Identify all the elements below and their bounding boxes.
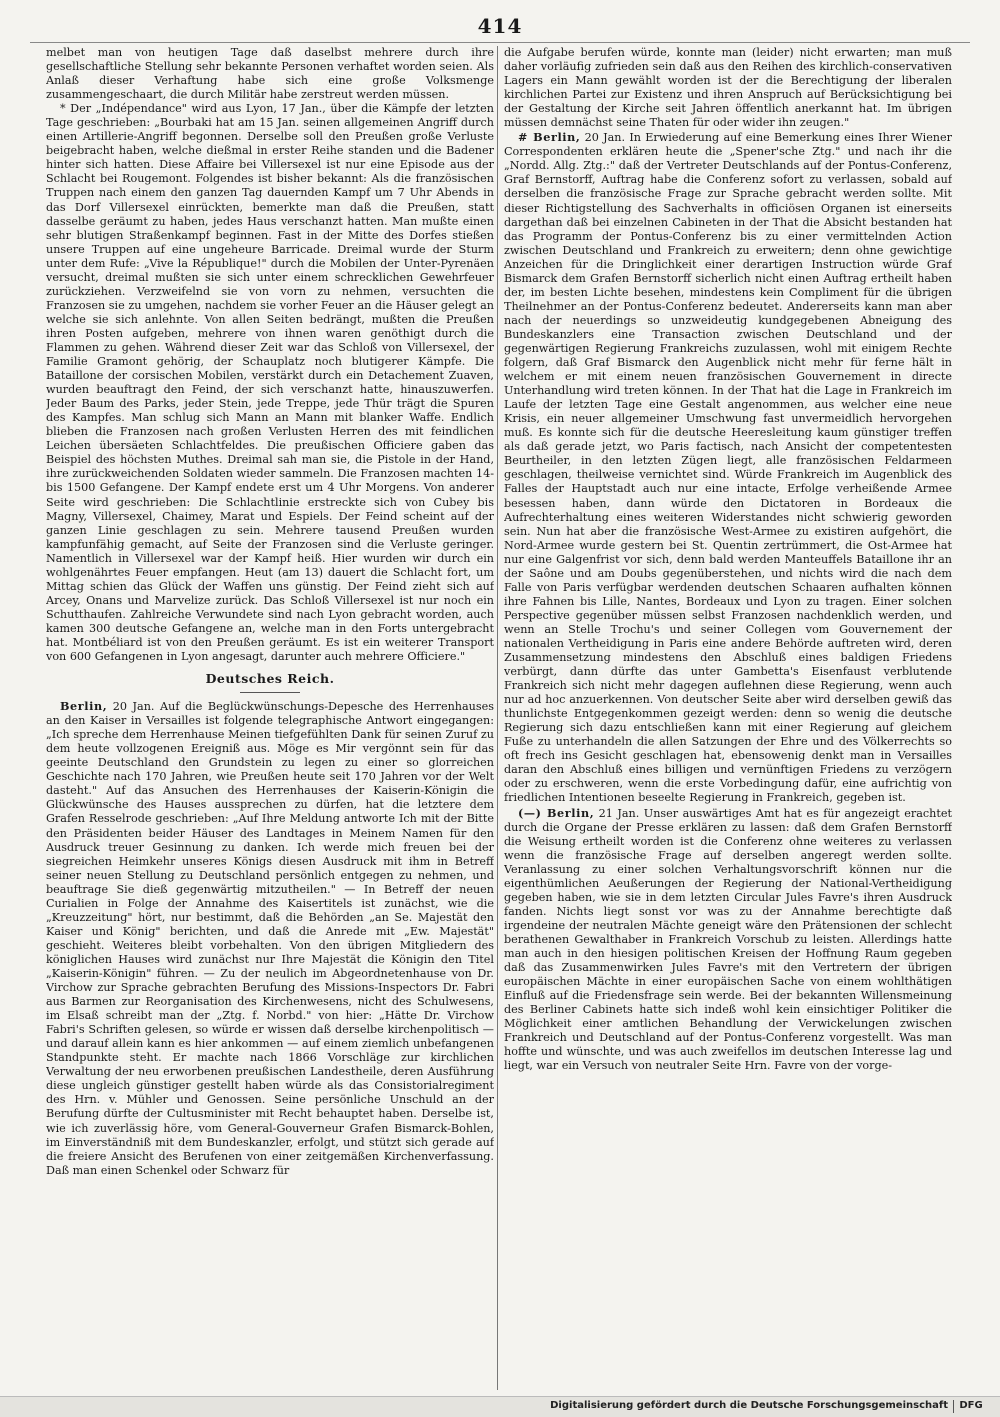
article-paragraph [46, 699, 494, 1178]
article-text: 20 Jan. Auf die Beglückwünschungs-Depesche des Herrenhauses an den Kaiser in Versailles ist folgende telegraphische Antwort eingegangen: „Ich spreche dem Herrenhause Meinen tiefgefühlten Dank für seinen Zuruf zu dem heute vollzogenen Ereigniß aus. Möge es Mir vergönnt sein für das geeinte Deutschland den Grundstein zu legen zu einer so glorreichen Geschichte nach 170 Jahren, wie Preußen heute seit 170 Jahren vor der Welt dasteht." Auf das Ansuchen des Herrenhauses der Kaiserin-Königin die Glückwünsche des Hauses aussprechen zu dürfen, hat die letztere dem Grafen Resselrode geschrieben: „Auf Ihre Meldung antworte Ich mit der Bitte den Präsidenten beider Häuser des Landtages in Meinem Namen für den Ausdruck treuer Gesinnung zu danken. Ich werde mich freuen bei der siegreichen Heimkehr unseres Königs diesen Ausdruck mit ihm in Betreff seiner neuen Stellung zu Deutschland persönlich entgegen zu nehmen, und beauftrage Sie dieß gegenwärtig mitzutheilen." — In Betreff der neuen Curialien in Folge der Annahme des Kaisertitels ist zunächst, wie die „Kreuzzeitung" hört, nur bestimmt, daß die Behörden „an Se. Majestät den Kaiser und König" berichten, und daß die Anrede mit „Ew. Majestät" geschieht. Weiteres bleibt vorbehalten. Von den übrigen Mitgliedern des königlichen Hauses wird zunächst nur Ihre Majestät die Königin den Titel „Kaiserin-Königin" führen. — Zu der neulich im Abgeordnetenhause von Dr. Virchow zur Sprache gebrachten Berufung des Missions-Inspectors Dr. Fabri aus Barmen zur Reorganisation des Kirchenwesens, nicht des Schulwesens, im Elsaß schreibt man der „Ztg. f. Norbd." von hier: „Hätte Dr. Virchow Fabri's Schriften gelesen, so würde er wissen daß derselbe kirchenpolitisch — und darauf allein kann es hier ankommen — auf einem ziemlich unbefangenen Standpunkte steht. Er machte nach 1866 Vorschläge zur kirchlichen Verwaltung der neu erworbenen preußischen Landestheile, deren Ausführung diese ungleich günstiger gestellt haben würde als das Consistorialregiment des Hrn. v. Mühler und Genossen. Seine persönliche Unschuld an der Berufung dürfte der Cultusminister mit Recht behauptet haben. Derselbe ist, wie ich zuverlässig höre, vom General-Gouverneur Grafen Bismarck-Bohlen, im Einverständniß mit dem Bundeskanzler, erfolgt, und stützt sich gerade auf die freiere Ansicht des Berufenen von einer zeitgemäßen Kirchenverfassung. Daß man einen Schenkel oder Schwarz für [46, 700, 494, 1177]
right-column [504, 46, 952, 1390]
dateline: Berlin, [60, 699, 108, 714]
dateline: (—) Berlin, [518, 805, 595, 820]
article-text: 20 Jan. In Erwiederung auf eine Bemerkung eines Ihrer Wiener Correspondenten erklären heute die „Spener'sche Ztg." und nach ihr die „Nordd. Allg. Ztg.:" daß der Vertreter Deutschlands auf der Pontus-Conferenz, Graf Bernstorff, Auftrag habe die Conferenz sofort zu verlassen, sobald auf derselben die französische Frage zur Sprache gebracht werden sollte. Mit dieser Richtigstellung des Sachverhalts in officiösen Organen ist einerseits dargethan daß bei einzelnen Cabineten in der That die Absicht bestanden hat das Programm der Pontus-Conferenz bis zu einer vermittelnden Action zwischen Deutschland und Frankreich zu erweitern; denn ohne gewichtige Anzeichen für die Dringlichkeit einer derartigen Instruction würde Graf Bismarck dem Grafen Bernstorff sicherlich nicht einen Auftrag ertheilt haben der, im besten Lichte besehen, mindestens kein Compliment für die übrigen Theilnehmer an der Pontus-Conferenz bedeutet. Andererseits kann man aber nach der neuerdings so unzweideutig kundgegebenen Abneigung des Bundeskanzlers eine Transaction zwischen Deutschland und der gegenwärtigen Regierung Frankreichs zuzulassen, wohl mit einigem Rechte folgern, daß Graf Bismarck den Augenblick nicht mehr für ferne hält in welchem er mit einem neuen französischen Gouvernement in directe Unterhandlung wird treten können. In der That hat die Lage in Frankreich im Laufe der letzten Tage eine Gestalt angenommen, aus welcher eine neue Krisis, ein neuer allgemeiner Umschwung fast unvermeidlich hervorgehen muß. Es konnte sich für die deutsche Heeresleitung kaum günstiger treffen als daß gerade jetzt, wo Paris factisch, nach Ansicht der competentesten Beurtheiler, in den letzten Zügen liegt, alle französischen Feldarmeen geschlagen, theilweise vernichtet sind. Würde Frankreich im Augenblick des Falles der Hauptstadt auch nur eine intacte, Erfolge verheißende Armee besessen haben, dann würde den Dictatoren in Bordeaux die Aufrechterhaltung eines weiteren Widerstandes nicht schwierig geworden sein. Nun hat aber die französische West-Armee zu existiren aufgehört, die Nord-Armee wurde gestern bei St. Quentin zertrümmert, die Ost-Armee hat nur eine Galgenfrist vor sich, denn bald werden Manteuffels Bataillone ihr an der Saône und am Doubs gegenüberstehen, und nichts wird die nach dem Falle von Paris verfügbar werdenden deutschen Schaaren aufhalten können ihre Fahnen bis Lille, Nantes, Bordeaux und Lyon zu tragen. Einer solchen Perspective gegenüber müssen selbst Franzosen nachdenklich werden, und wenn an Stelle Trochu's und seiner Collegen vom Gouvernement der nationalen Vertheidigung in Paris eine andere Behörde auftreten wird, deren Zusammensetzung mindestens den Abschluß eines baldigen Friedens verbürgt, dann dürfte das unter Gambetta's Eisenfaust verblutende Frankreich sich nicht mehr dagegen auflehnen diese Regierung, wenn auch nur ad hoc anzuerkennen. Von deutscher Seite aber wird derselben gewiß das thunlichste Entgegenkommen gezeigt werden: denn so wenig die deutsche Regierung sich dazu entschließen kann mit einer Regierung auf gleichem Fuße zu unterhandeln die allen Satzungen der Ehre und des Völkerrechts so oft frech ins Gesicht geschlagen hat, ebensowenig denkt man in Versailles daran den Abschluß eines billigen und vernünftigen Friedens zu verzögern oder zu erschweren, wenn die erste Vorbedingung dafür, eine aufrichtig von friedlichen Intentionen beseelte Regierung in Frankreich, gegeben ist. [504, 131, 952, 805]
section-rule [240, 692, 300, 693]
left-column [46, 46, 494, 1390]
article-paragraph [504, 130, 952, 805]
footer-credit: Digitalisierung gefördert durch die Deutsche Forschungsgemeinschaft [550, 1400, 948, 1411]
section-heading-text: Deutsches Reich. [205, 671, 335, 687]
article-paragraph: melbet man von heutigen Tage daß daselbst mehrere durch ihre gesellschaftliche Stellung sehr bekannte Personen verhaftet worden seien. Als Anlaß dieser Verhaftung habe sich eine große Volksmenge zusammengeschaart, die durch Militär habe zerstreut werden müssen. [46, 46, 494, 102]
top-rule [30, 42, 970, 43]
dateline: # Berlin, [518, 130, 581, 145]
article-paragraph: die Aufgabe berufen würde, konnte man (leider) nicht erwarten; man muß daher vorläufig zufrieden sein daß aus den Reihen des kirchlich-conservativen Lagers ein Mann gewählt worden ist der die Berechtigung der liberalen kirchlichen Partei zur Existenz und ihren Anspruch auf Berücksichtigung bei der Gestaltung der Kirche seit Jahren öffentlich anerkannt hat. Im übrigen müssen demnächst seine Thaten für oder wider ihn zeugen." [504, 46, 952, 130]
footer-bar [0, 1396, 1000, 1417]
page-number: 414 [477, 14, 523, 38]
section-heading [46, 672, 494, 693]
article-paragraph [504, 806, 952, 1074]
article-paragraph: * Der „Indépendance" wird aus Lyon, 17 Jan., über die Kämpfe der letzten Tage geschrieben: „Bourbaki hat am 15 Jan. seinen allgemeinen Angriff durch einen Artillerie-Angriff begonnen. Derselbe soll den Preußen große Verluste beigebracht haben, welche dießmal in erster Reihe standen und die Badener hinter sich hatten. Diese Affaire bei Villersexel ist nur eine Episode aus der Schlacht bei Rougemont. Folgendes ist bisher bekannt: Als die französischen Truppen nach einem den ganzen Tag dauernden Kampf um 7 Uhr Abends in das Dorf Villersexel einrückten, bemerkte man daß die Preußen, statt dasselbe geräumt zu haben, jedes Haus verschanzt hatten. Man mußte einen sehr blutigen Straßenkampf beginnen. Fast in der Mitte des Dorfes stießen unsere Truppen auf eine ungeheure Barricade. Dreimal wurde der Sturm unter dem Rufe: „Vive la République!" durch die Mobilen der Unter-Pyrenäen versucht, dreimal mußten sie sich unter einem schrecklichen Gewehrfeuer zurückziehen. Verzweifelnd sie von vorn zu nehmen, versuchten die Franzosen sie zu umgehen, nachdem sie vorher Feuer an die Häuser gelegt an welche sie sich anlehnte. Von allen Seiten bedrängt, mußten die Preußen ihren Posten aufgeben, mehrere von ihnen waren genöthigt durch die Flammen zu gehen. Während dieser Zeit war das Schloß von Villersexel, der Familie Gramont gehörig, der Schauplatz noch blutigerer Kämpfe. Die Bataillone der corsischen Mobilen, verstärkt durch ein Detachement Zuaven, wurden beauftragt den Feind, der sich verschanzt hatte, hinauszuwerfen. Jeder Baum des Parks, jeder Stein, jede Treppe, jede Thür trägt die Spuren des Kampfes. Man schlug sich Mann an Mann mit blanker Waffe. Endlich blieben die Franzosen nach großen Verlusten Herren des mit feindlichen Leichen übersäeten Schlachtfeldes. Die preußischen Officiere gaben das Beispiel des höchsten Muthes. Dreimal sah man sie, die Pistole in der Hand, ihre zurückweichenden Soldaten wieder sammeln. Die Franzosen machten 14- bis 1500 Gefangene. Der Kampf endete erst um 4 Uhr Morgens. Von anderer Seite wird geschrieben: Die Schlachtlinie erstreckte sich von Cubey bis Magny, Villersexel, Chaimey, Marat und Espiels. Der Feind scheint auf der ganzen Linie geschlagen zu sein. Mehrere tausend Preußen wurden kampfunfähig gemacht, auf Seite der Franzosen sind die Verluste geringer. Namentlich in Villersexel war der Kampf heiß. Hier wurden wir durch ein wohlgenährtes Feuer empfangen. Heut (am 13) dauert die Schlacht fort, um Mittag schien das Glück der Waffen uns günstig. Der Feind zieht sich auf Arcey, Onans und Marvelize zurück. Das Schloß Villersexel ist nur noch ein Schutthaufen. Zahlreiche Verwundete sind nach Lyon gebracht worden, auch kamen 300 deutsche Gefangene an, welche man in den Forts untergebracht hat. Montbéliard ist von den Preußen geräumt. Es ist ein weiterer Transport von 600 Gefangenen in Lyon angesagt, darunter auch mehrere Officiere." [46, 102, 494, 664]
column-divider [497, 46, 498, 1390]
dfg-logo-icon: DFG [953, 1400, 988, 1413]
article-text: 21 Jan. Unser auswärtiges Amt hat es für angezeigt erachtet durch die Organe der Presse erklären zu lassen: daß dem Grafen Bernstorff die Weisung ertheilt worden ist die Conferenz ohne weiteres zu verlassen wenn die französische Frage auf derselben angeregt werden sollte. Veranlassung zu einer solchen Verhaltungsvorschrift können nur die eigenthümlichen Aeußerungen der Regierung der National-Vertheidigung gegeben haben, wie sie in dem letzten Circular Jules Favre's ihren Ausdruck fanden. Nichts liegt sonst vor was zu der Annahme berechtigte daß irgendeine der neutralen Mächte geneigt wäre den Prätensionen der schlecht berathenen Gewalthaber in Frankreich Vorschub zu leisten. Allerdings hatte man auch in den hiesigen politischen Kreisen der Hoffnung Raum gegeben daß das Zusammenwirken Jules Favre's mit den Vertretern der übrigen europäischen Mächte in einer europäischen Sache von einem wohlthätigen Einfluß auf die Friedensfrage sein werde. Bei der bekannten Willensmeinung des Berliner Cabinets hatte sich indeß wohl kein einsichtiger Politiker die Möglichkeit einer amtlichen Behandlung der Verwickelungen zwischen Frankreich und Deutschland auf der Pontus-Conferenz vorgestellt. Was man hoffte und wünschte, und was auch zweifellos im deutschen Interesse lag und liegt, war ein Versuch von neutraler Seite Hrn. Favre von der vorge- [504, 806, 952, 1073]
